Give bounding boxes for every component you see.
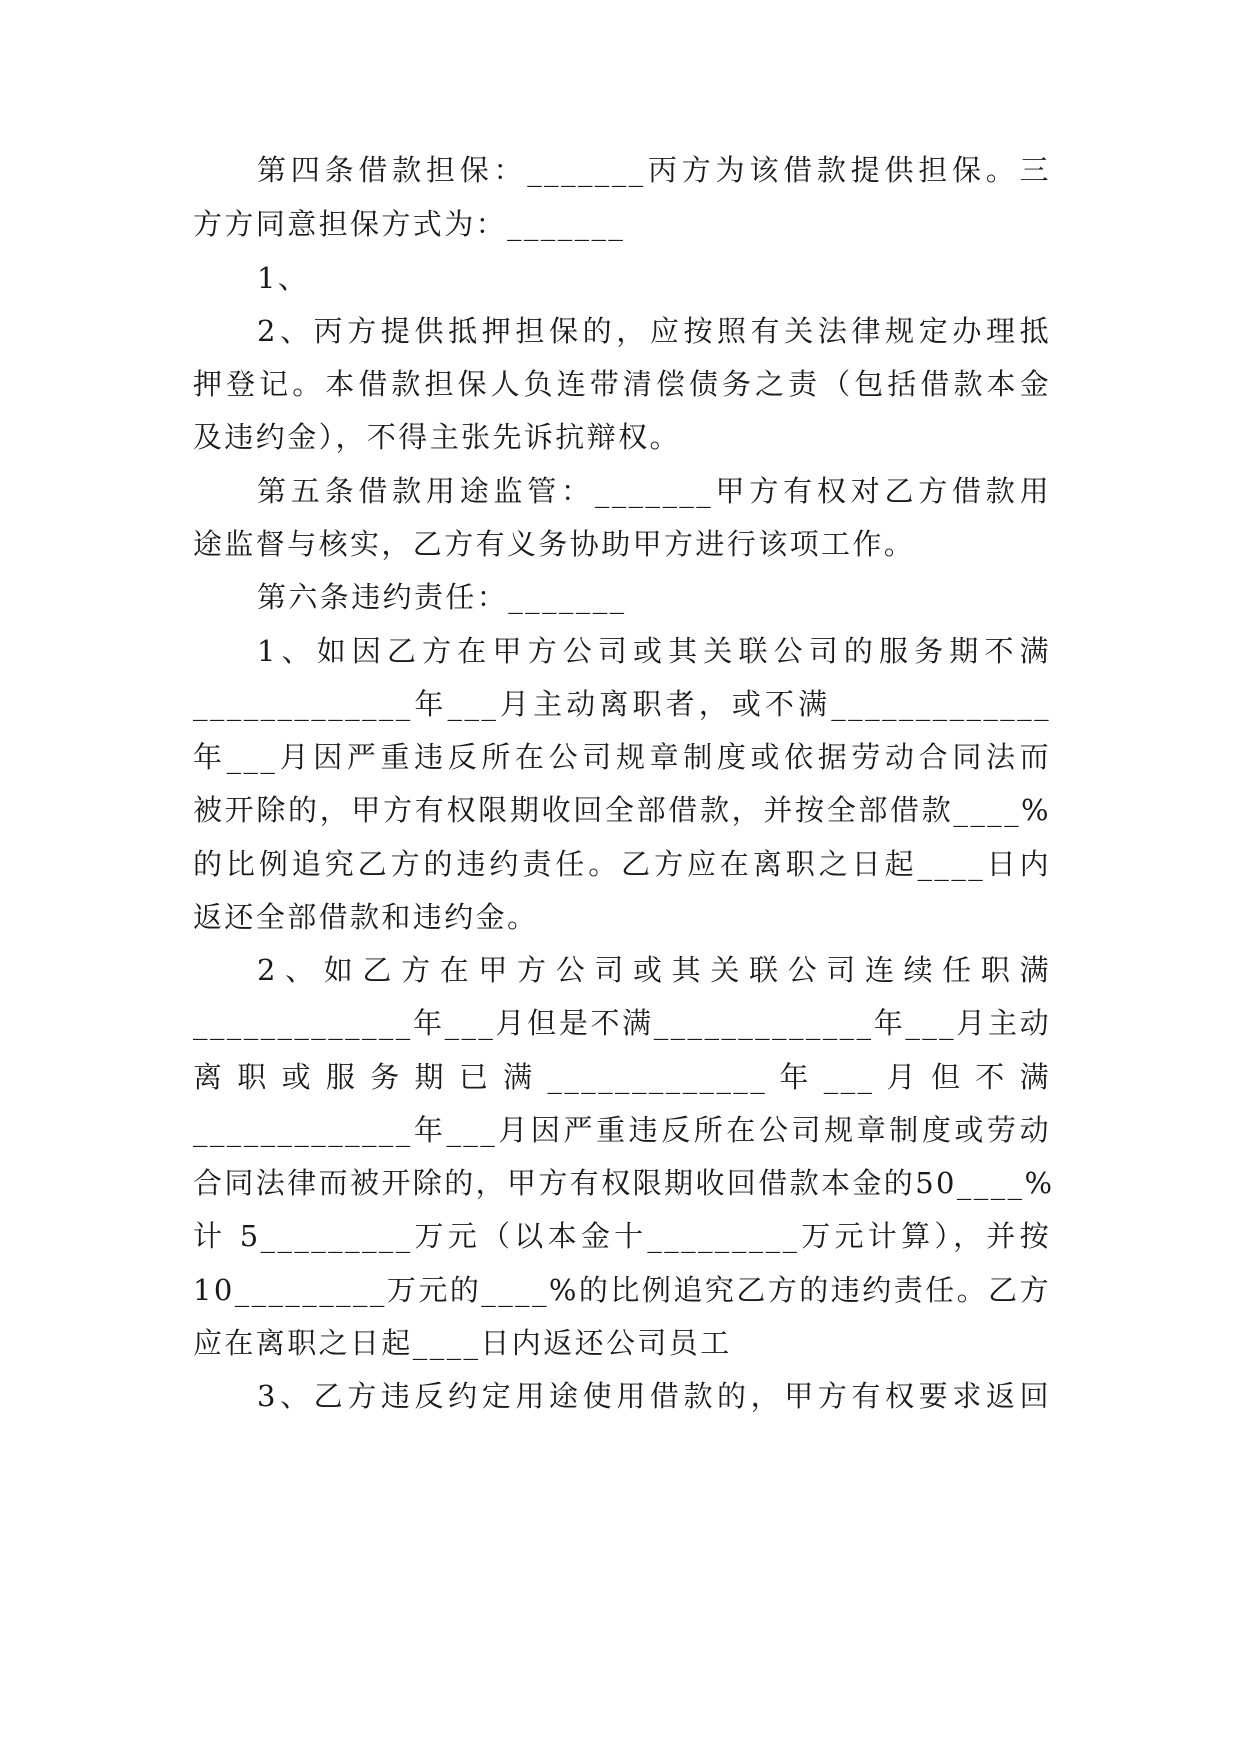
article-6-item-1-line-5: 的比例追究乙方的违约责任。乙方应在离职之日起____日内 — [193, 847, 1051, 881]
article-5-line-2: 途监督与核实，乙方有义务协助甲方进行该项工作。 — [193, 527, 916, 561]
item-2-line-3: 及违约金），不得主张先诉抗辩权。 — [193, 420, 681, 454]
item-2-line-1: 2、丙方提供抵押担保的，应按照有关法律规定办理抵 — [257, 314, 1051, 348]
item-2-line-2: 押登记。本借款担保人负连带清偿债务之责（包括借款本金 — [193, 367, 1051, 401]
article-4-line-2: 方方同意担保方式为：_______ — [193, 207, 626, 241]
article-6-item-1-line-1: 1、如因乙方在甲方公司或其关联公司的服务期不满 — [257, 634, 1051, 668]
article-6-item-2-line-3: 离 职 或 服 务 期 已 满 _____________ 年 ___ 月 但 不 满 — [193, 1060, 1051, 1094]
article-5-line-1: 第五条借款用途监管：_______甲方有权对乙方借款用 — [257, 474, 1051, 508]
article-6-item-2-line-5: 合同法律而被开除的，甲方有权限期收回借款本金的50____% — [193, 1166, 1055, 1200]
article-6-item-1-line-6: 返还全部借款和违约金。 — [193, 900, 539, 934]
article-6-item-2-line-6: 计 5_________万元（以本金十_________万元计算），并按 — [193, 1219, 1051, 1253]
article-6-item-2-line-4: _____________年___月因严重违反所在公司规章制度或劳动 — [193, 1113, 1051, 1147]
article-6-item-2-line-2: _____________年___月但是不满_____________年___月主动 — [193, 1006, 1051, 1040]
article-6-item-2-line-1: 2、如乙方在甲方公司或其关联公司连续任职满 — [257, 953, 1051, 987]
item-1-line: 1、 — [257, 261, 310, 295]
article-6-item-1-line-2: _____________年___月主动离职者，或不满_____________ — [193, 687, 1051, 721]
article-6-item-1-line-4: 被开除的，甲方有权限期收回全部借款，并按全部借款____% — [193, 793, 1051, 827]
article-6-item-2-line-8: 应在离职之日起____日内返还公司员工 — [193, 1326, 732, 1360]
article-6-item-3-line-1: 3、乙方违反约定用途使用借款的，甲方有权要求返回 — [257, 1379, 1051, 1413]
article-4-line-1: 第四条借款担保：_______丙方为该借款提供担保。三 — [257, 153, 1051, 187]
article-6-item-1-line-3: 年___月因严重违反所在公司规章制度或依据劳动合同法而 — [193, 740, 1051, 774]
article-6-item-2-line-7: 10_________万元的____%的比例追究乙方的违约责任。乙方 — [193, 1273, 1051, 1307]
article-6-heading: 第六条违约责任：_______ — [257, 580, 627, 614]
